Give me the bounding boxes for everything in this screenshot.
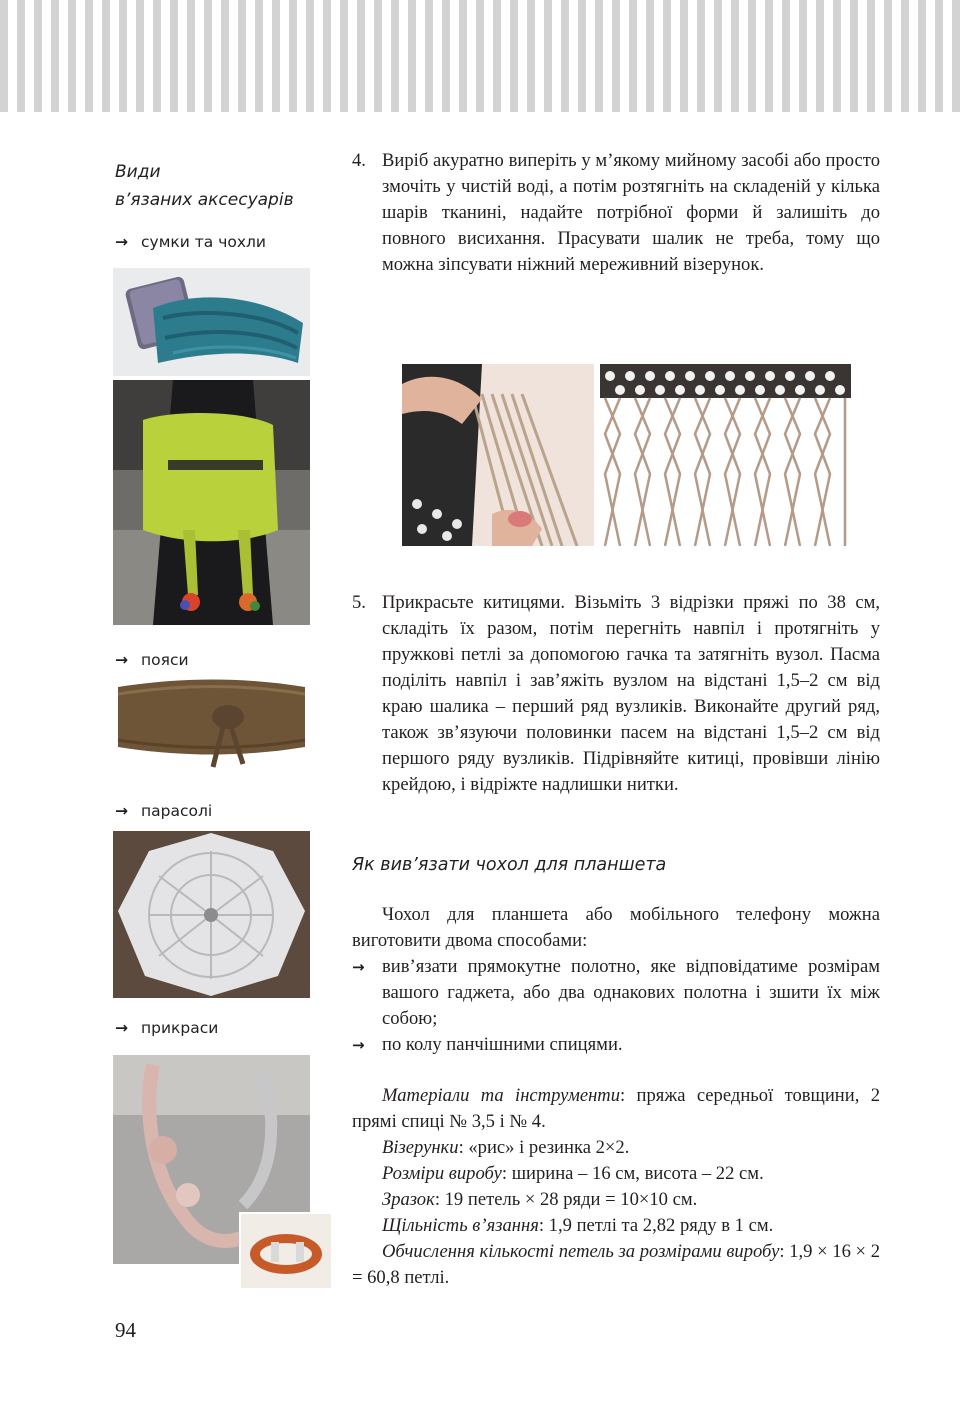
spec-value: : пряжа середньої товщини, 2 прямі спиці № 3,5 і № 4.: [352, 1085, 880, 1132]
category-label: парасолі: [141, 802, 213, 820]
step-5-item: [352, 590, 880, 798]
arrow-right-icon: →: [352, 1036, 365, 1054]
category-bags: [115, 232, 266, 252]
step-5: [352, 590, 880, 798]
spec-label: Зразок: [382, 1189, 435, 1210]
spec-label: Розміри виробу: [382, 1163, 502, 1184]
step-4: [352, 148, 880, 278]
bullet-item: [352, 1032, 880, 1058]
phone-case-illustration: [113, 268, 310, 376]
tying-fringe-photo: [402, 364, 594, 546]
backpack-illustration: [113, 380, 310, 625]
category-label: сумки та чохли: [141, 233, 266, 251]
spec-label: Матеріали та інструменти: [382, 1085, 621, 1106]
spec-calculation: [352, 1239, 880, 1291]
spec-label: Візерунки: [382, 1137, 459, 1158]
sidebar-title: [115, 158, 315, 214]
bullet-text: по колу панчішними спицями.: [382, 1034, 623, 1055]
knitted-belt-photo: [113, 672, 310, 778]
decorative-header-stripes: [0, 0, 963, 112]
arrow-right-icon: →: [352, 958, 365, 976]
spec-sample: [352, 1187, 880, 1213]
phone-case-photo: [113, 268, 310, 376]
intro-block: [352, 902, 880, 1058]
spec-materials: [352, 1083, 880, 1135]
intro-paragraph: Чохол для планшета або мобільного телефону можна виготовити двома способами:: [352, 904, 880, 951]
step-number: 5.: [352, 592, 366, 613]
arrow-right-icon: →: [115, 802, 128, 820]
umbrella-illustration: [113, 831, 310, 998]
belt-illustration: [113, 672, 310, 778]
spec-value: : ширина – 16 см, висота – 22 см.: [501, 1163, 764, 1184]
specs-block: [352, 1083, 880, 1291]
bullet-item: [352, 954, 880, 1032]
step-number: 4.: [352, 150, 366, 171]
spec-size: [352, 1161, 880, 1187]
spec-value: : «рис» і резинка 2×2.: [458, 1137, 630, 1158]
hands-tying-fringe-illustration: [402, 364, 594, 546]
finished-fringe-photo: [600, 364, 851, 546]
sidebar-title-line2: в’язаних аксесуарів: [115, 190, 294, 210]
section-heading: Як вив’язати чохол для планшета: [352, 855, 667, 875]
category-belts: [115, 650, 189, 670]
spec-label: Обчислення кількості петель за розмірами виробу: [382, 1241, 780, 1262]
knitted-bracelet-photo: [239, 1212, 333, 1290]
spec-label: Щільність в’язання: [382, 1215, 539, 1236]
step-text: Виріб акуратно виперіть у м’якому мийному засобі або просто змочіть у чистій воді, а потім розтягніть на складеній у кілька шарів тканині, надайте потрібної форми й залишіть до повного висихання. Прасувати шалик не треба, тому що можна зіпсувати ніжний мереживний візерунок.: [382, 150, 880, 275]
arrow-right-icon: →: [115, 233, 128, 251]
bullet-text: вив’язати прямокутне полотно, яке відповідатиме розмірам вашого гаджета, або два однакових полотна і зшити їх між собою;: [382, 956, 880, 1029]
step-text: Прикрасьте китицями. Візьміть 3 відрізки пряжі по 38 см, складіть їх разом, потім перегніть навпіл і протягніть у пружкові петлі за допомогою гачка та затягніть вузол. Пасма поділіть навпіл і зав’яжіть вузлом на відстані 1,5–2 см від краю шалика – перший ряд вузликів. Виконайте другий ряд, також зв’язуючи половинки пасем на відстані 1,5–2 см від першого ряду вузликів. Підрівняйте китиці, провівши лінію крейдою, і відріжте надлишки нитки.: [382, 592, 880, 795]
bracelet-illustration: [241, 1214, 331, 1288]
arrow-right-icon: →: [115, 651, 128, 669]
fringe-illustration: [600, 364, 851, 546]
knitted-backpack-photo: [113, 380, 310, 625]
category-umbrellas: [115, 801, 212, 821]
category-jewelry: [115, 1018, 218, 1038]
spec-value: : 19 петель × 28 ряди = 10×10 см.: [434, 1189, 698, 1210]
category-label: пояси: [141, 651, 189, 669]
step-4-item: [352, 148, 880, 278]
spec-value: : 1,9 × 16 × 2 = 60,8 петлі.: [352, 1241, 880, 1288]
sidebar-title-line1: Види: [115, 162, 161, 182]
lace-umbrella-photo: [113, 831, 310, 998]
spec-patterns: [352, 1135, 880, 1161]
spec-value: : 1,9 петлі та 2,82 ряду в 1 см.: [538, 1215, 774, 1236]
arrow-right-icon: →: [115, 1019, 128, 1037]
page-number: 94: [115, 1318, 136, 1342]
category-label: прикраси: [141, 1019, 219, 1037]
spec-density: [352, 1213, 880, 1239]
